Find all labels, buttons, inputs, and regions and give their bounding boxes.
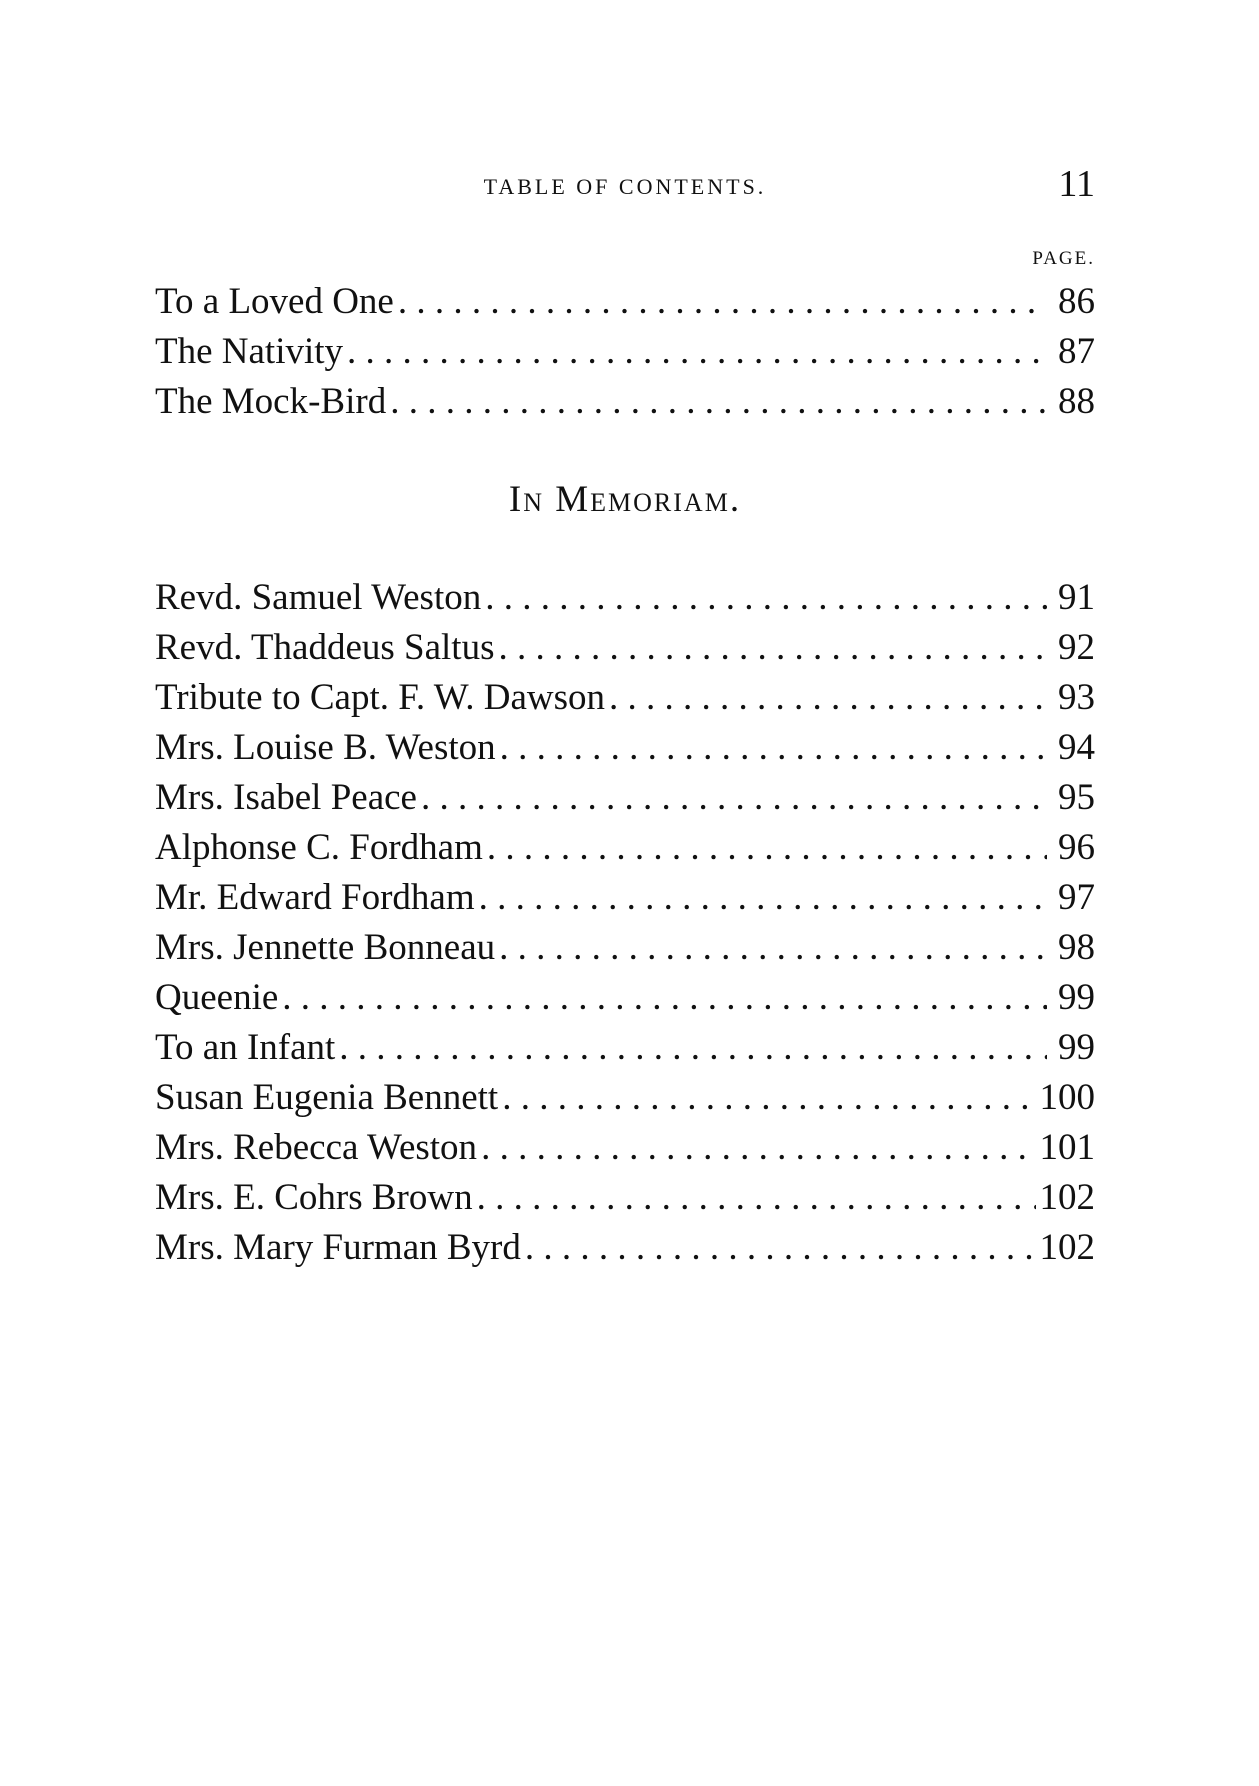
toc-entry [155, 327, 1095, 377]
dot-leader [525, 1223, 1036, 1273]
toc-entry-title: Mrs. Isabel Peace [155, 777, 417, 818]
toc-entry-page: 102 [1039, 1227, 1095, 1268]
toc-entry-page: 99 [1058, 1027, 1095, 1068]
toc-entry-title: Revd. Thaddeus Saltus [155, 627, 495, 668]
toc-entry-page: 87 [1058, 331, 1095, 372]
toc-entry [155, 1123, 1095, 1173]
toc-entry [155, 673, 1095, 723]
toc-entry [155, 1223, 1095, 1273]
dot-leader [500, 723, 1047, 773]
toc-entry-page: 88 [1058, 381, 1095, 422]
dot-leader [485, 573, 1047, 623]
toc-entry [155, 573, 1095, 623]
toc-entry-title: The Nativity [155, 331, 344, 372]
toc-entry-title: The Mock-Bird [155, 381, 387, 422]
toc-entry-title: To an Infant [155, 1027, 336, 1068]
toc-entry-page: 102 [1039, 1177, 1095, 1218]
toc-entry [155, 623, 1095, 673]
toc-entry-title: Mrs. Jennette Bonneau [155, 927, 496, 968]
dot-leader [398, 277, 1047, 327]
toc-entry-page: 92 [1058, 627, 1095, 668]
dot-leader [499, 623, 1048, 673]
running-head [155, 162, 1095, 212]
section-heading: In Memoriam. [508, 479, 742, 520]
toc-entry-page: 96 [1058, 827, 1095, 868]
dot-leader [609, 673, 1047, 723]
toc-list-poems [155, 277, 1095, 427]
toc-entry-title: Tribute to Capt. F. W. Dawson [155, 677, 605, 718]
toc-entry-page: 86 [1058, 281, 1095, 322]
toc-entry-title: Mrs. Mary Furman Byrd [155, 1227, 521, 1268]
dot-leader [479, 873, 1047, 923]
toc-entry-title: Revd. Samuel Weston [155, 577, 482, 618]
toc-list-memoriam [155, 573, 1095, 1273]
toc-entry-title: To a Loved One [155, 281, 394, 322]
dot-leader [481, 1123, 1035, 1173]
toc-entry-page: 101 [1039, 1127, 1095, 1168]
toc-entry-title: Mrs. Louise B. Weston [155, 727, 496, 768]
toc-entry-title: Mrs. E. Cohrs Brown [155, 1177, 473, 1218]
dot-leader [502, 1073, 1035, 1123]
toc-entry [155, 1173, 1095, 1223]
toc-entry-title: Alphonse C. Fordham [155, 827, 483, 868]
page-number: 11 [1058, 163, 1095, 205]
toc-entry-title: Mrs. Rebecca Weston [155, 1127, 478, 1168]
dot-leader [487, 823, 1047, 873]
toc-entry [155, 377, 1095, 427]
toc-entry [155, 773, 1095, 823]
toc-entry-page: 100 [1039, 1077, 1095, 1118]
toc-entry [155, 1023, 1095, 1073]
dot-leader [282, 973, 1047, 1023]
toc-entry [155, 923, 1095, 973]
running-title: TABLE OF CONTENTS. [483, 174, 767, 199]
toc-entry-title: Queenie [155, 977, 279, 1018]
toc-entry-page: 93 [1058, 677, 1095, 718]
toc-entry [155, 277, 1095, 327]
dot-leader [390, 377, 1047, 427]
toc-entry-title: Mr. Edward Fordham [155, 877, 475, 918]
toc-entry [155, 823, 1095, 873]
toc-entry-page: 97 [1058, 877, 1095, 918]
page-column-label: PAGE. [1032, 248, 1095, 269]
dot-leader [477, 1173, 1036, 1223]
dot-leader [339, 1023, 1047, 1073]
toc-entry-title: Susan Eugenia Bennett [155, 1077, 499, 1118]
dot-leader [499, 923, 1047, 973]
toc-entry-page: 94 [1058, 727, 1095, 768]
toc-entry [155, 873, 1095, 923]
dot-leader [421, 773, 1047, 823]
toc-entry [155, 1073, 1095, 1123]
toc-entry-page: 95 [1058, 777, 1095, 818]
toc-entry-page: 98 [1058, 927, 1095, 968]
toc-entry-page: 91 [1058, 577, 1095, 618]
toc-entry [155, 973, 1095, 1023]
toc-entry-page: 99 [1058, 977, 1095, 1018]
toc-entry [155, 723, 1095, 773]
dot-leader [347, 327, 1047, 377]
